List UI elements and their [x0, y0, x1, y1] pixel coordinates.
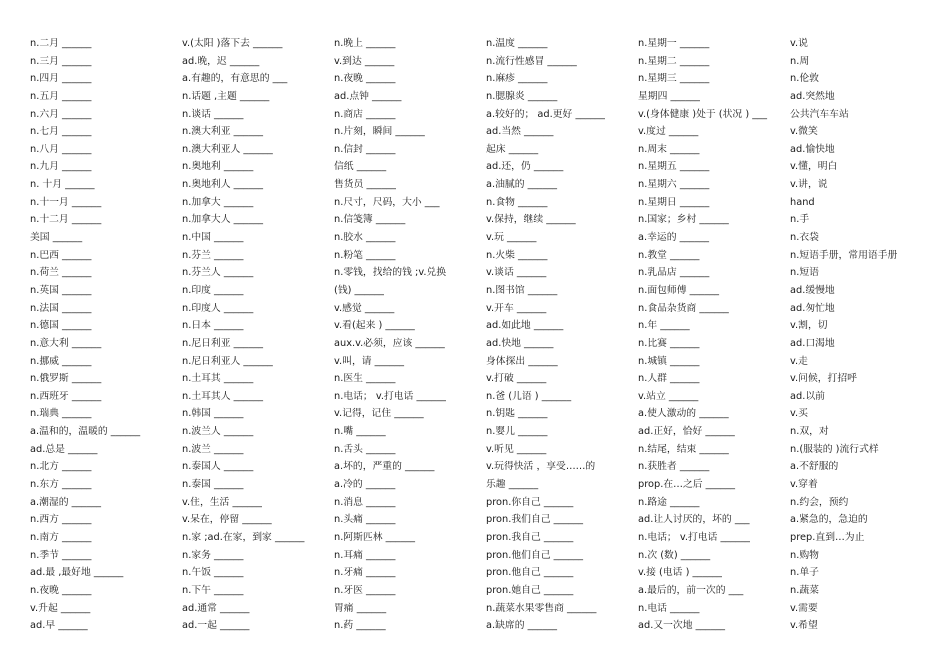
vocab-entry: n.澳大利亚 ______ [182, 126, 264, 138]
column-6 [790, 35, 930, 635]
vocab-entry: n.澳大利亚人 ______ [182, 143, 273, 155]
vocab-entry: n.家务 ______ [182, 549, 244, 561]
vocab-entry: n.季节 ______ [30, 549, 92, 561]
vocab-entry: pron.她自己 ______ [486, 584, 574, 596]
column-2 [182, 35, 334, 635]
vocab-entry: n.南方 ______ [30, 531, 92, 543]
vocab-entry: n.腮腺炎 ______ [486, 90, 558, 102]
vocab-entry: n.头痛 ______ [334, 514, 396, 526]
vocab-entry: n.食品杂货商 ______ [638, 302, 729, 314]
vocab-entry: n.爸 (儿语 ) ______ [486, 390, 572, 402]
vocab-entry: n.日本 ______ [182, 320, 244, 332]
vocab-entry: n.话题 ,主题 ______ [182, 90, 270, 102]
vocab-entry: v.微笑 [790, 126, 818, 138]
vocab-entry: v.度过 ______ [638, 126, 699, 138]
vocab-entry: a.较好的； ad.更好 ______ [486, 108, 605, 120]
vocab-entry: ad.愉快地 [790, 143, 835, 155]
vocab-entry: n.家 ;ad.在家，到家 ______ [182, 531, 305, 543]
vocab-entry: n.片刻，瞬间 ______ [334, 126, 425, 138]
vocab-entry: ad.早 ______ [30, 620, 88, 632]
column-1 [30, 35, 182, 635]
vocab-entry: v.看(起来 ) ______ [334, 320, 415, 332]
vocab-entry: n. 十月 ______ [30, 179, 95, 191]
vocab-entry: n.人群 ______ [638, 373, 700, 385]
vocabulary-columns [30, 35, 930, 635]
vocab-entry: n.九月 ______ [30, 161, 92, 173]
vocab-entry: n.俄罗斯 ______ [30, 373, 102, 385]
vocab-entry: n.波兰 ______ [182, 443, 244, 455]
vocab-entry: v.保持，继续 ______ [486, 214, 576, 226]
vocab-entry: ad.正好，恰好 ______ [638, 426, 735, 438]
vocab-entry: v.需要 [790, 602, 818, 614]
vocab-entry: n.土耳其人 ______ [182, 390, 264, 402]
vocab-entry: n.结尾，结束 ______ [638, 443, 729, 455]
vocab-entry: n.二月 ______ [30, 38, 92, 49]
vocab-entry: v.叫，请 ______ [334, 355, 405, 367]
vocab-entry: 信纸 ______ [334, 161, 387, 173]
vocab-entry: n.获胜者 ______ [638, 461, 710, 473]
vocab-entry: ad.口渴地 [790, 337, 835, 349]
vocab-entry: n.法国 ______ [30, 302, 92, 314]
vocab-entry: n.牙医 ______ [334, 584, 396, 596]
vocab-entry: pron.你自己 ______ [486, 496, 574, 508]
vocab-entry: a.油腻的 ______ [486, 179, 558, 191]
vocab-entry: v.谈话 ______ [486, 267, 547, 279]
vocab-entry: n.尺寸，尺码，大小 ___ [334, 196, 440, 208]
vocab-entry: v.懂，明白 [790, 161, 838, 173]
vocab-entry: n.零钱，找给的钱 ;v.兑换 [334, 267, 447, 279]
vocab-entry: n.星期二 ______ [638, 55, 710, 67]
vocab-entry: v.升起 ______ [30, 602, 91, 614]
vocab-entry: n.医生 ______ [334, 373, 396, 385]
vocab-entry: v.开车 ______ [486, 302, 547, 314]
vocab-entry: n.奥地利 ______ [182, 161, 254, 173]
vocab-entry: n.路途 ______ [638, 496, 700, 508]
vocab-entry: v.希望 [790, 620, 818, 632]
vocab-entry: n.中国 ______ [182, 232, 244, 244]
vocab-entry: n.短语 [790, 267, 819, 279]
vocab-entry: a.紧急的，急迫的 [790, 514, 868, 526]
vocab-entry: ad.当然 ______ [486, 126, 554, 138]
vocab-entry: n.电话； v.打电话 ______ [334, 390, 446, 402]
vocab-entry: ad.晚，迟 ______ [182, 55, 260, 67]
vocab-entry: a.温和的，温暖的 ______ [30, 426, 141, 438]
vocab-entry: n.信封 ______ [334, 143, 396, 155]
vocab-entry: v.割，切 [790, 320, 828, 332]
vocab-entry: n.挪威 ______ [30, 355, 92, 367]
vocab-entry: n.手 [790, 214, 810, 226]
vocab-entry: n.电话 ______ [638, 602, 700, 614]
vocab-entry: a.使人激动的 ______ [638, 408, 729, 420]
vocab-entry: hand [790, 196, 815, 208]
vocab-entry: n.伦敦 [790, 73, 819, 85]
vocab-entry: n.购物 [790, 549, 819, 561]
vocab-entry: a.幸运的 ______ [638, 232, 710, 244]
vocab-entry: a.不舒服的 [790, 461, 839, 473]
vocab-entry: n.短语手册，常用语手册 [790, 249, 898, 261]
vocab-entry: n.星期一 ______ [638, 38, 710, 49]
vocab-entry: v.买 [790, 408, 808, 420]
vocab-entry: n.谈话 ______ [182, 108, 244, 120]
vocab-entry: ad.又一次地 ______ [638, 620, 726, 632]
vocab-entry: n.三月 ______ [30, 55, 92, 67]
vocab-entry: v.站立 ______ [638, 390, 699, 402]
vocab-entry: n.北方 ______ [30, 461, 92, 473]
vocab-entry: v.玩 ______ [486, 232, 537, 244]
vocab-entry: n.星期日 ______ [638, 196, 710, 208]
vocab-entry: n.波兰人 ______ [182, 426, 254, 438]
vocab-entry: v.呆在，停留 ______ [182, 514, 272, 526]
vocab-entry: v.住，生活 ______ [182, 496, 262, 508]
vocab-entry: n.星期五 ______ [638, 161, 710, 173]
vocab-entry: ad.还，仍 ______ [486, 161, 564, 173]
vocab-entry: ad.如此地 ______ [486, 320, 564, 332]
vocab-entry: n.瑞典 ______ [30, 408, 92, 420]
vocab-entry: n.西方 ______ [30, 514, 92, 526]
vocab-entry: n.印度人 ______ [182, 302, 254, 314]
vocab-entry: n.晚上 ______ [334, 38, 396, 49]
vocab-entry: n.衣袋 [790, 232, 819, 244]
vocab-entry: n.粉笔 ______ [334, 249, 396, 261]
vocab-entry: n.次 (数) ______ [638, 549, 711, 561]
vocab-entry: n.泰国 ______ [182, 479, 244, 491]
vocab-entry: n.单子 [790, 567, 819, 579]
vocab-entry: n.夜晚 ______ [334, 73, 396, 85]
vocab-entry: n.下午 ______ [182, 584, 244, 596]
vocab-entry: n.蔬菜 [790, 584, 819, 596]
vocab-entry: v.走 [790, 355, 808, 367]
vocab-entry: 起床 ______ [486, 143, 539, 155]
vocab-entry: n.东方 ______ [30, 479, 92, 491]
vocab-entry: a.有趣的，有意思的 ___ [182, 73, 288, 85]
vocab-entry: ad.点钟 ______ [334, 90, 402, 102]
vocab-entry: ad.突然地 [790, 90, 835, 102]
vocab-entry: v.感觉 ______ [334, 302, 395, 314]
vocab-entry: ad.匆忙地 [790, 302, 835, 314]
vocab-entry: n.尼日利亚人 ______ [182, 355, 273, 367]
vocab-entry: n.信笺簿 ______ [334, 214, 406, 226]
vocab-entry: n.星期六 ______ [638, 179, 710, 191]
vocab-entry: n.商店 ______ [334, 108, 396, 120]
vocab-entry: ad.缓慢地 [790, 284, 835, 296]
vocab-entry: n.双，对 [790, 426, 829, 438]
vocab-entry: aux.v.必须，应该 ______ [334, 337, 445, 349]
vocab-entry: n.(服装的 )流行式样 [790, 443, 879, 455]
vocab-entry: v.(太阳 )落下去 ______ [182, 38, 283, 49]
vocab-entry: 美国 ______ [30, 232, 83, 244]
vocab-entry: n.韩国 ______ [182, 408, 244, 420]
vocab-entry: n.蔬菜水果零售商 ______ [486, 602, 597, 614]
vocab-entry: n.六月 ______ [30, 108, 92, 120]
vocab-entry: n.温度 ______ [486, 38, 548, 49]
vocab-entry: n.加拿大 ______ [182, 196, 254, 208]
vocab-entry: n.阿斯匹林 ______ [334, 531, 416, 543]
vocab-entry: n.泰国人 ______ [182, 461, 254, 473]
vocab-entry: n.芬兰 ______ [182, 249, 244, 261]
vocab-entry: n.芬兰人 ______ [182, 267, 254, 279]
vocab-entry: n.婴儿 ______ [486, 426, 548, 438]
vocab-entry: n.午饭 ______ [182, 567, 244, 579]
vocab-entry: n.消息 ______ [334, 496, 396, 508]
vocab-entry: ad.让人讨厌的，坏的 ___ [638, 514, 750, 526]
vocab-entry: v.讲，说 [790, 179, 828, 191]
vocab-entry: v.记得，记住 ______ [334, 408, 424, 420]
vocab-entry: n.印度 ______ [182, 284, 244, 296]
vocab-entry: ad.总是 ______ [30, 443, 98, 455]
vocab-entry: prep.直到…为止 [790, 531, 865, 543]
vocab-entry: n.荷兰 ______ [30, 267, 92, 279]
vocab-entry: n.十一月 ______ [30, 196, 102, 208]
vocab-entry: n.比赛 ______ [638, 337, 700, 349]
vocab-entry: ad.通常 ______ [182, 602, 250, 614]
vocab-entry: n.十二月 ______ [30, 214, 102, 226]
vocab-entry: n.国家；乡村 ______ [638, 214, 729, 226]
vocab-entry: v.玩得快活 ，享受……的 [486, 461, 596, 473]
vocab-entry: pron.我们自己 ______ [486, 514, 584, 526]
vocab-entry: n.面包师傅 ______ [638, 284, 720, 296]
vocab-entry: n.年 ______ [638, 320, 690, 332]
vocab-entry: n.钥匙 ______ [486, 408, 548, 420]
vocab-entry: ad.最 ,最好地 ______ [30, 567, 124, 579]
vocab-entry: n.周 [790, 55, 810, 67]
vocab-entry: pron.他们自己 ______ [486, 549, 584, 561]
vocab-entry: 乐趣 ______ [486, 479, 539, 491]
vocab-entry: v.接 (电话 ) ______ [638, 567, 722, 579]
vocab-entry: n.乳品店 ______ [638, 267, 710, 279]
vocab-entry: n.巴西 ______ [30, 249, 92, 261]
vocab-entry: n.四月 ______ [30, 73, 92, 85]
vocab-entry: 售货员 ______ [334, 179, 396, 191]
vocab-entry: 星期四 ______ [638, 90, 700, 102]
vocab-entry: n.胶水 ______ [334, 232, 396, 244]
vocab-entry: ad.一起 ______ [182, 620, 250, 632]
vocab-entry: n.七月 ______ [30, 126, 92, 138]
vocab-entry: n.英国 ______ [30, 284, 92, 296]
vocab-entry: n.麻疹 ______ [486, 73, 548, 85]
vocab-entry: n.药 ______ [334, 620, 386, 632]
vocab-entry: (钱) ______ [334, 284, 384, 296]
vocab-entry: v.到达 ______ [334, 55, 395, 67]
vocab-entry: ad.以前 [790, 390, 825, 402]
vocab-entry: n.西班牙 ______ [30, 390, 102, 402]
vocab-entry: n.德国 ______ [30, 320, 92, 332]
vocab-entry: prop.在…之后 ______ [638, 479, 736, 491]
vocab-entry: n.教堂 ______ [638, 249, 700, 261]
vocab-entry: n.流行性感冒 ______ [486, 55, 577, 67]
vocab-entry: v.听见 ______ [486, 443, 547, 455]
vocab-entry: 胃痛 ______ [334, 602, 387, 614]
vocab-entry: n.约会，预约 [790, 496, 849, 508]
vocab-entry: n.加拿大人 ______ [182, 214, 264, 226]
vocab-entry: 身体探出 ______ [486, 355, 558, 367]
vocab-entry: n.土耳其 ______ [182, 373, 254, 385]
vocab-entry: 公共汽车车站 [790, 108, 849, 120]
column-5 [638, 35, 790, 635]
vocab-entry: n.奥地利人 ______ [182, 179, 264, 191]
vocab-entry: n.尼日利亚 ______ [182, 337, 264, 349]
vocab-entry: n.耳痛 ______ [334, 549, 396, 561]
vocab-entry: n.舌头 ______ [334, 443, 396, 455]
vocab-entry: pron.我自己 ______ [486, 531, 574, 543]
vocab-entry: a.冷的 ______ [334, 479, 396, 491]
vocab-entry: a.坏的，严重的 ______ [334, 461, 435, 473]
vocab-entry: n.城镇 ______ [638, 355, 700, 367]
vocab-entry: n.五月 ______ [30, 90, 92, 102]
vocab-entry: a.潮湿的 ______ [30, 496, 102, 508]
vocab-entry: n.牙痛 ______ [334, 567, 396, 579]
vocab-entry: n.八月 ______ [30, 143, 92, 155]
vocab-entry: a.最后的，前一次的 ___ [638, 584, 744, 596]
vocab-entry: n.周末 ______ [638, 143, 700, 155]
vocab-entry: v.问候，打招呼 [790, 373, 857, 385]
vocab-entry: n.电话； v.打电话 ______ [638, 531, 750, 543]
vocab-entry: n.意大利 ______ [30, 337, 102, 349]
vocab-entry: n.火柴 ______ [486, 249, 548, 261]
vocab-entry: ad.快地 ______ [486, 337, 554, 349]
vocab-entry: v.(身体健康 )处于 (状况 ) ___ [638, 108, 767, 120]
vocab-entry: n.星期三 ______ [638, 73, 710, 85]
vocab-entry: v.穿着 [790, 479, 818, 491]
column-3 [334, 35, 486, 635]
vocab-entry: n.食物 ______ [486, 196, 548, 208]
vocab-entry: v.说 [790, 38, 808, 49]
vocab-entry: n.图书馆 ______ [486, 284, 558, 296]
column-4 [486, 35, 638, 635]
vocab-entry: a.缺席的 ______ [486, 620, 558, 632]
vocab-entry: v.打破 ______ [486, 373, 547, 385]
vocab-entry: n.嘴 ______ [334, 426, 386, 438]
vocab-entry: pron.他自己 ______ [486, 567, 574, 579]
vocab-entry: n.夜晚 ______ [30, 584, 92, 596]
